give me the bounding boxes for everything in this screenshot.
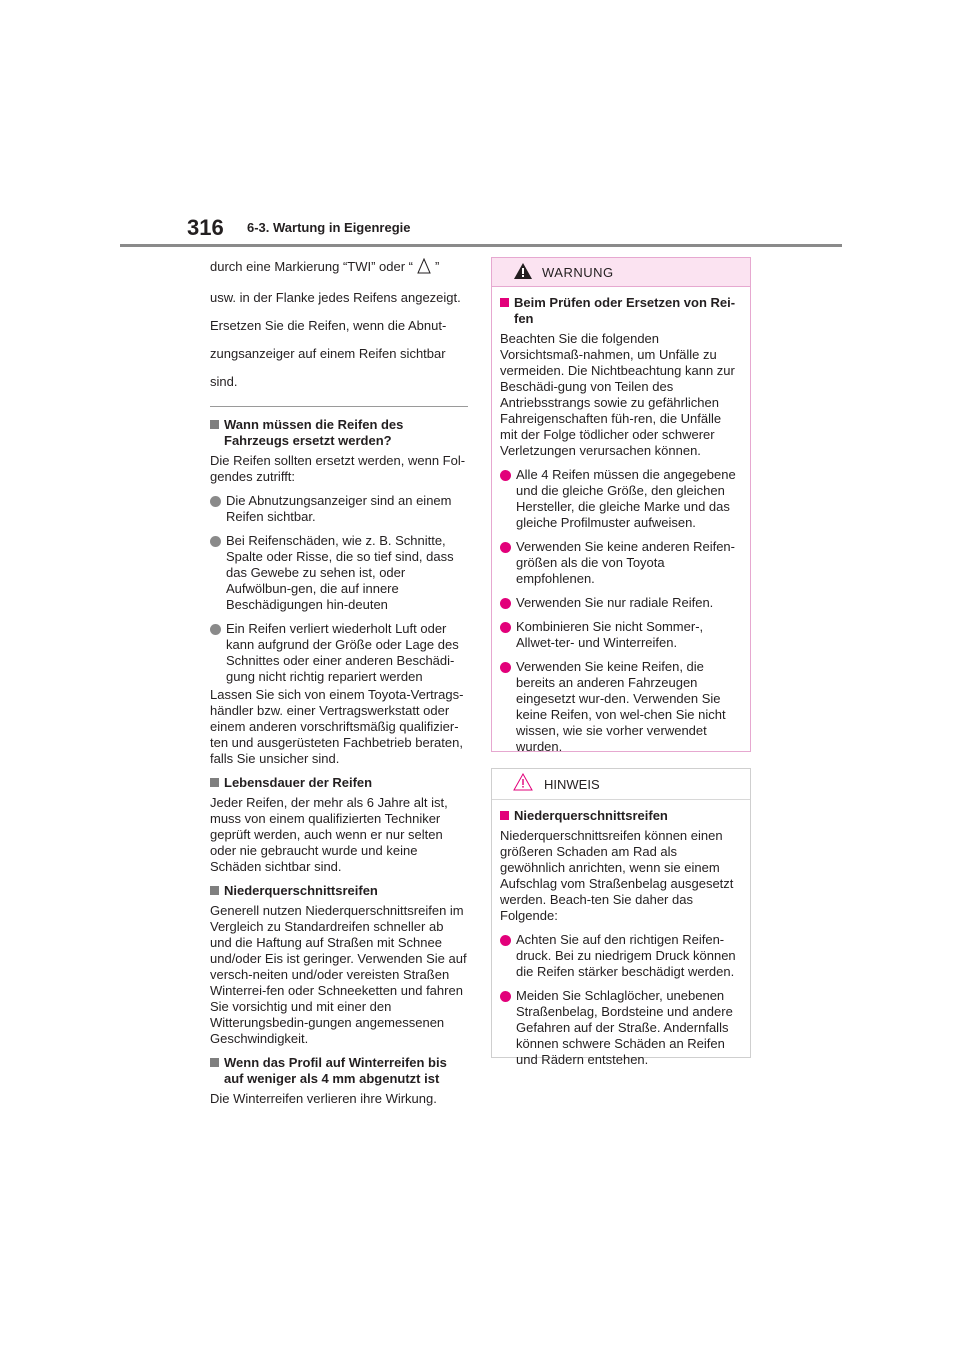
heading-winter: Wenn das Profil auf Winterreifen bis auf weniger als 4 mm abgenutzt ist (210, 1055, 468, 1087)
circle-bullet-icon (210, 536, 221, 547)
circle-bullet-icon (500, 662, 511, 673)
square-bullet-icon (210, 1058, 219, 1067)
circle-bullet-icon (500, 542, 511, 553)
list-item: Verwenden Sie keine anderen Reifen-größen als die von Toyota empfohlenen. (500, 539, 742, 587)
note-heading: Niederquerschnittsreifen (500, 808, 742, 824)
page-number: 316 (187, 215, 224, 240)
square-bullet-icon (500, 298, 509, 307)
section-title: 6-3. Wartung in Eigenregie (247, 220, 411, 235)
intro-line-5: sind. (210, 374, 238, 389)
circle-bullet-icon (500, 470, 511, 481)
note-header (492, 769, 750, 800)
intro-line-2: usw. in der Flanke jedes Reifens angezeigt. (210, 290, 461, 305)
list-item: Verwenden Sie nur radiale Reifen. (500, 595, 742, 611)
list-item: Verwenden Sie keine Reifen, die bereits an anderen Fahrzeugen eingesetzt wur-den. Verwenden Sie keine Reifen, von wel-chen Sie nicht wissen, wie sie vorher verwendet wurden. (500, 659, 742, 755)
heading-low-profile: Niederquerschnittsreifen (210, 883, 468, 899)
square-bullet-icon (210, 886, 219, 895)
paragraph: Lassen Sie sich von einem Toyota-Vertrags-händler bzw. einer Vertragswerkstatt oder einem anderen vorschriftsmäßig qualifizier-ten und ausgerüsteten Fachbetrieb beraten, falls Sie unsicher sind. (210, 687, 464, 766)
main-column (210, 257, 468, 1115)
heading-lifespan: Lebensdauer der Reifen (210, 775, 468, 791)
paragraph: Beachten Sie die folgenden Vorsichtsmaß-nahmen, um Unfälle zu vermeiden. Die Nichtbeachtung kann zur Beschädi-gung von Teilen des Antriebsstrangs sowie zu gefährlichen Fahreigenschaften füh-ren, die Unfälle mit der Folge tödlicher oder schwerer Verletzungen verursachen können. (500, 331, 735, 458)
paragraph: Niederquerschnittsreifen können einen größeren Schaden am Rad als gewöhnlich anrichten, wenn sie einem Aufschlag vom Straßenbelag ausgesetzt werden. Beach-ten Sie daher das Folgende: (500, 828, 734, 923)
list-item: Bei Reifenschäden, wie z. B. Schnitte, Spalte oder Risse, die so tief sind, dass das Gewebe zu sehen ist, oder Aufwölbun-gen, die auf innere Beschädigungen hin-deuten (210, 533, 468, 613)
square-bullet-icon (210, 420, 219, 429)
warning-heading: Beim Prüfen oder Ersetzen von Rei-fen (500, 295, 742, 327)
paragraph: Die Reifen sollten ersetzt werden, wenn Fol-gendes zutrifft: (210, 453, 466, 484)
warning-header (492, 258, 750, 287)
note-box (491, 768, 751, 1067)
circle-bullet-icon (500, 598, 511, 609)
intro-line-4: zungsanzeiger auf einem Reifen sichtbar (210, 346, 446, 361)
intro-text (210, 257, 468, 392)
header-rule (120, 244, 842, 247)
circle-bullet-icon (500, 935, 511, 946)
circle-bullet-icon (500, 991, 511, 1002)
list-item: Achten Sie auf den richtigen Reifen-druck. Bei zu niedrigem Druck können die Reifen stärker beschädigt werden. (500, 932, 742, 980)
square-bullet-icon (500, 811, 509, 820)
paragraph: Jeder Reifen, der mehr als 6 Jahre alt ist, muss von einem qualifizierten Techniker geprüft werden, auch wenn er nur selten oder nie gebraucht wurde und keine Schäden sichtbar sind. (210, 795, 448, 874)
paragraph: Die Winterreifen verlieren ihre Wirkung. (210, 1091, 437, 1106)
intro-line-3: Ersetzen Sie die Reifen, wenn die Abnut- (210, 318, 447, 333)
circle-bullet-icon (500, 622, 511, 633)
caution-icon (513, 773, 533, 795)
warning-title: WARNUNG (542, 265, 614, 280)
paragraph: Generell nutzen Niederquerschnittsreifen im Vergleich zu Standardreifen schneller ab und die Haftung auf Straßen mit Schnee und/oder Eis ist geringer. Verwenden Sie auf versch-neiten und/oder vereisten Straßen Winterrei-fen oder Schneeketten und fahren Sie vorsichtig und mit einer den Witterungsbedin-gungen angemessenen Geschwindigkeit. (210, 903, 467, 1046)
circle-bullet-icon (210, 496, 221, 507)
section-divider (210, 406, 468, 407)
list-item: Die Abnutzungsanzeiger sind an einem Reifen sichtbar. (210, 493, 468, 525)
warning-box (491, 257, 751, 752)
square-bullet-icon (210, 778, 219, 787)
intro-line-1: durch eine Markierung “TWI” oder “ ” (210, 257, 468, 280)
note-title: HINWEIS (544, 777, 600, 792)
circle-bullet-icon (210, 624, 221, 635)
triangle-icon (417, 258, 431, 280)
list-item: Meiden Sie Schlaglöcher, unebenen Straßenbelag, Bordsteine und andere Gefahren auf der Straße. Andernfalls können schwere Schäden an Reifen und Rädern entstehen. (500, 988, 742, 1068)
list-item: Kombinieren Sie nicht Sommer-, Allwet-ter- und Winterreifen. (500, 619, 742, 651)
list-item: Alle 4 Reifen müssen die angegebene und die gleiche Größe, den gleichen Hersteller, die gleiche Marke und das gleiche Profilmuster aufweisen. (500, 467, 742, 531)
heading-when-replace: Wann müssen die Reifen des Fahrzeugs ersetzt werden? (210, 417, 468, 449)
list-item: Ein Reifen verliert wiederholt Luft oder kann aufgrund der Größe oder Lage des Schnittes oder einer anderen Beschädi-gung nicht richtig repariert werden (210, 621, 468, 685)
warning-icon (513, 262, 533, 284)
